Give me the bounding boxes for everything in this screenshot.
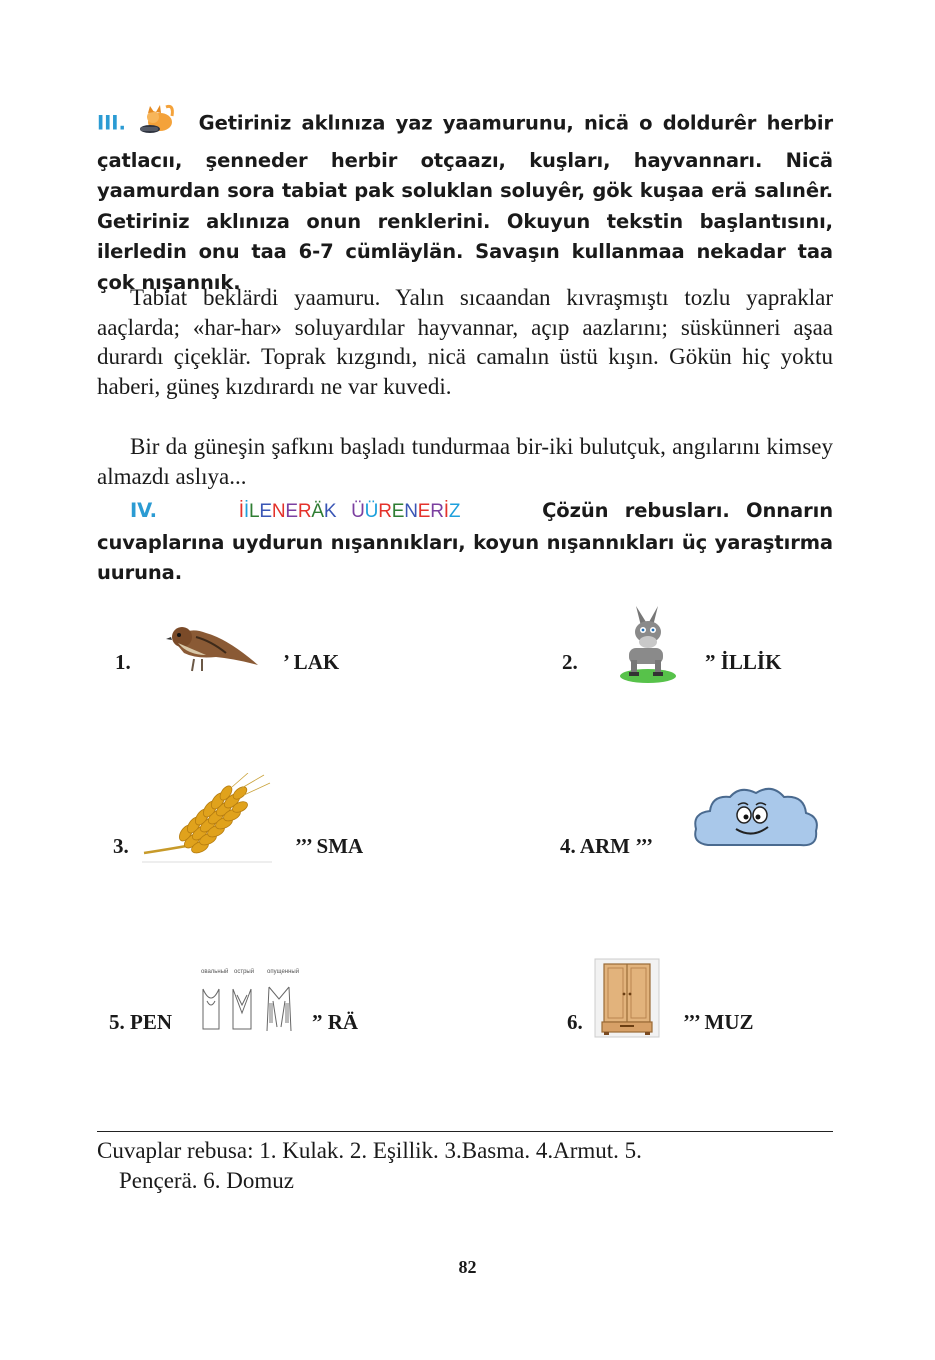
rainbow-heading [239, 499, 460, 522]
task-4 [97, 496, 833, 589]
rainbow-letter: Ü [364, 501, 379, 522]
rainbow-letter: L [248, 501, 260, 522]
rebus-5-suffix: ” RÄ [312, 1010, 359, 1034]
sparrow-picture [166, 615, 262, 680]
rainbow-letter: İ [443, 501, 449, 522]
rainbow-letter: K [323, 501, 337, 522]
rebus-3-number: 3. [113, 834, 129, 858]
rebus-6-suffix: ’’’ MUZ [683, 1010, 754, 1034]
rebus-4-label: 4. ARM ’’’ [560, 834, 654, 858]
rainbow-letter: N [271, 501, 286, 522]
rebus-1-number: 1. [115, 650, 131, 674]
task-3-text: Getiriniz aklınıza yaz yaamurunu, nicä o doldurêr herbir çatlacıı, şenneder herbir otçaazı, kuşları, hayvannarı. Nicä yaamurdan sora tabiat pak soluklan soluyêr, gök kuşaa erä salınêr. Getiriniz aklınıza onun renklerini. Okuyun tekstin başlantısını, ilerledin onu taa 6-7 cümläylän. Savaşın kullanmaa nekadar taa çok nışannık. [97, 111, 833, 294]
rainbow-letter: R [297, 501, 312, 522]
rainbow-letter: E [259, 501, 272, 522]
cloud-picture [690, 785, 822, 860]
answers-line-1: Cuvaplar rebusa: 1. Kulak. 2. Eşillik. 3.Basma. 4.Armut. 5. [97, 1138, 642, 1163]
collar-caption: острый [234, 969, 255, 975]
collars-picture [193, 967, 300, 1037]
donkey-picture [613, 600, 683, 691]
answers-line-2: Pençerä. 6. Domuz [119, 1168, 294, 1193]
rainbow-letter: R [430, 501, 444, 522]
rebus-6-number: 6. [567, 1010, 583, 1034]
collar-caption: овальный [201, 969, 229, 975]
rainbow-letter: R [378, 501, 392, 522]
fox-writing-icon [136, 102, 178, 146]
answers [97, 1136, 837, 1196]
rainbow-letter: Z [448, 501, 461, 522]
story-paragraph-2: Bir da güneşin şafkını başladı tundurmaa bir-iki bulutçuk, angılarını kimsey almazdı aslıya... [97, 434, 833, 489]
task-number: III. [97, 111, 126, 135]
task-4-text: Çözün rebusları. Onnarın cuvaplarına uydurun nışannıkları, koyun nışannıkları üç yaraştırma uuruna. [97, 499, 833, 584]
collar-caption: опущенный [267, 969, 300, 975]
rainbow-letter: N [404, 501, 418, 522]
task-number: IV. [130, 499, 157, 522]
rebus-3-suffix: ’’’ SMA [295, 834, 364, 858]
rainbow-letter: E [285, 501, 298, 522]
wardrobe-picture [594, 958, 660, 1043]
rainbow-letter: İ [243, 501, 249, 522]
task-3 [97, 102, 833, 298]
wheat-ear-picture [140, 773, 274, 870]
story-paragraph-1: Tabiat beklärdi yaamuru. Yalın sıcaandan kıvraşmıştı tozlu yapraklar aaçlarda; «har-har» soluyardılar hayvannar, açıp aazlarını; süskünneri aşaa durardı çiçeklär. Toprak kızgındı, nicä camalın üstü kışın. Gökün hiç yoktu haberi, güneş kızdırardı ne var kuvedi. [97, 285, 833, 400]
rebus-2-number: 2. [562, 650, 578, 674]
rainbow-letter: E [417, 501, 431, 522]
rainbow-letter: Ü [351, 501, 365, 522]
rainbow-letter: Ä [311, 501, 324, 522]
rainbow-letter: E [391, 501, 405, 522]
divider [97, 1131, 833, 1132]
rebus-5-label: 5. PEN [109, 1010, 172, 1034]
page-number: 82 [458, 1257, 477, 1277]
rebus-1-suffix: ’ LAK [283, 650, 340, 674]
rainbow-letter: İ [238, 501, 244, 522]
rainbow-letter [336, 501, 351, 522]
rebus-2-suffix: ” İLLİK [705, 650, 782, 674]
